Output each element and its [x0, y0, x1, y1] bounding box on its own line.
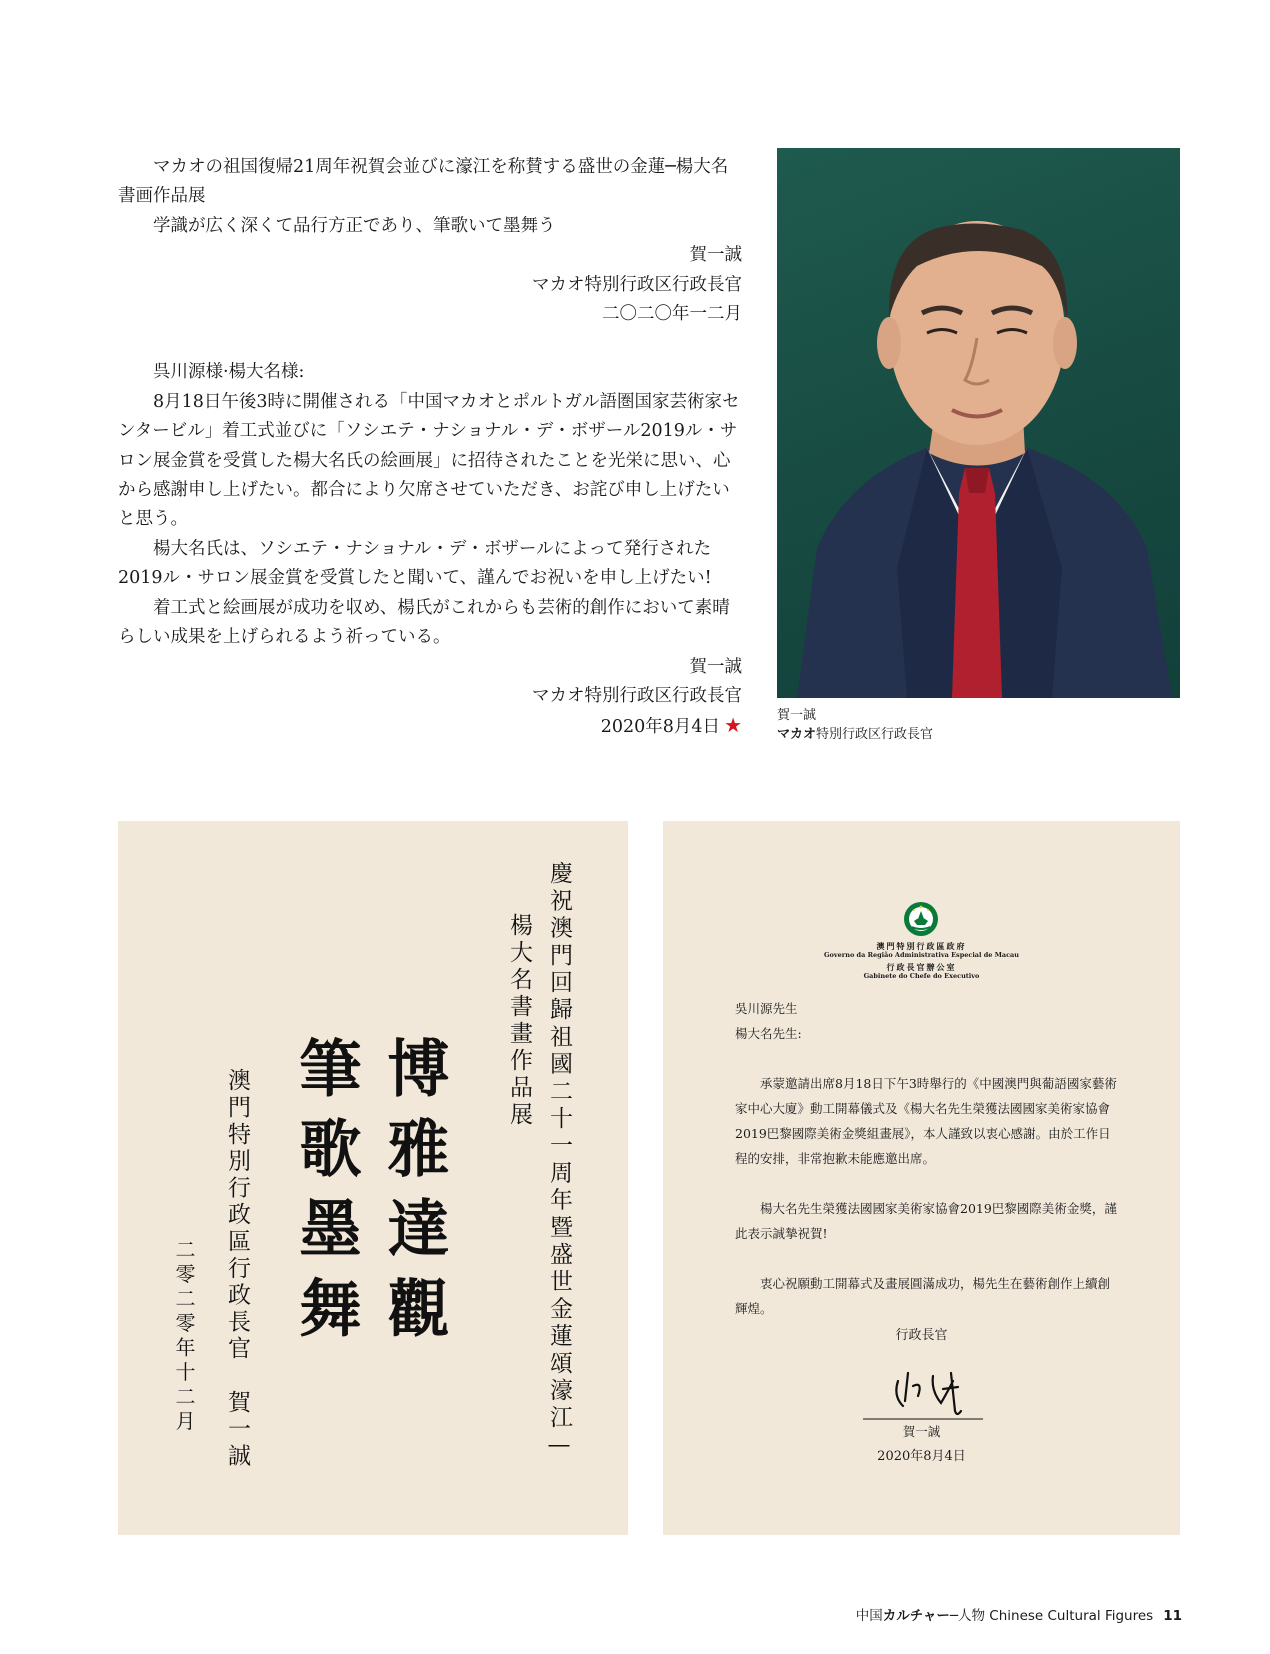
calligraphy-main-phrase-2: 筆歌墨舞: [289, 1036, 362, 1356]
handwritten-signature: [863, 1361, 983, 1421]
jp-message-2-salutation: 呉川源様·楊大名様:: [153, 362, 305, 383]
caption-position: [777, 725, 933, 744]
letterhead-org-pt: Governo da Região Administrativa Especial de Macau: [824, 951, 1019, 959]
page-footer: [856, 1604, 1182, 1624]
page-number: 11: [1163, 1608, 1182, 1624]
calligraphy-card: [118, 821, 628, 1535]
calligraphy-main-phrase-1: 博雅達觀: [377, 1036, 450, 1356]
calligraphy-title-line1: 慶祝澳門回歸祖國二十一周年暨盛世金蓮頌濠江—: [546, 861, 572, 1463]
jp-message-2-para1: 8月18日午後3時に開催される「中国マカオとポルトガル語圏国家芸術家センタービル」着工式並びに「ソシエテ・ナショナル・デ・ボザール2019ル・サロン展金賞を受賞した楊大名氏の絵画展」に招待されたことを光栄に思い、心から感謝申し上げたい。都合により欠席させていただき、お詫び申し上げたいと思う。: [118, 391, 740, 530]
letter-addressee-1: 吳川源先生: [735, 1001, 798, 1016]
letter-para-2: 楊大名先生榮獲法國國家美術家協會2019巴黎國際美術金獎，謹此表示誠摯祝賀!: [735, 1201, 1117, 1241]
jp-message-2-para2: 楊大名氏は、ソシエテ・ナショナル・デ・ボザールによって発行された2019ル・サロン展金賞を受賞したと聞いて、謹んでお祝いを申し上げたい!: [118, 538, 712, 589]
jp-message-2-date-line: [118, 711, 742, 742]
calligraphy-date: 二零二零年十二月: [172, 1239, 196, 1435]
portrait-illustration: [777, 148, 1180, 698]
letter-sign-title: 行政長官: [895, 1328, 948, 1343]
jp-message-2-para3: 着工式と絵画展が成功を収め、楊氏がこれからも芸術的創作において素晴らしい成果を上げられるよう祈っている。: [118, 597, 730, 648]
calligraphy-title-line2: 楊大名書畫作品展: [506, 913, 532, 1129]
caption-position-bold: マカオ: [777, 727, 817, 742]
letter-card: [663, 821, 1180, 1535]
jp-message-text: [118, 153, 742, 743]
letter-para-1: 承蒙邀請出席8月18日下午3時舉行的《中國澳門與葡語國家藝術家中心大廈》動工開幕儀式及《楊大名先生榮獲法國國家美術家協會2019巴黎國際美術金獎組畫展》，本人謹致以衷心感謝。由於工作日程的安排，非常抱歉未能應邀出席。: [735, 1076, 1117, 1166]
calligraphy-signer: 澳門特別行政區行政長官 賀一誠: [224, 1068, 250, 1470]
jp-message-1-position: マカオ特別行政区行政長官: [532, 274, 742, 295]
caption-name: 賀一誠: [777, 708, 817, 723]
footer-brand: カルチャー: [882, 1608, 950, 1624]
jp-message-2-position: マカオ特別行政区行政長官: [532, 685, 742, 706]
portrait-photo: [777, 148, 1180, 698]
letterhead-office-cn: 行政長官辦公室: [886, 962, 957, 972]
jp-message-1-line1: マカオの祖国復帰21周年祝賀会並びに濠江を称賛する盛世の金蓮─楊大名書画作品展: [118, 157, 729, 207]
letter-para-3: 衷心祝願動工開幕式及畫展圓滿成功，楊先生在藝術創作上續創輝煌。: [735, 1276, 1111, 1316]
jp-message-1-date: 二〇二〇年一二月: [602, 304, 742, 325]
letter-date: 2020年8月4日: [877, 1449, 966, 1464]
macau-emblem-icon: [903, 901, 939, 937]
jp-message-1-signer: 賀一誠: [689, 245, 742, 266]
footer-rest: ─人物 Chinese Cultural Figures: [949, 1608, 1154, 1624]
jp-message-1-line2: 学識が広く深くて品行方正であり、筆歌いて墨舞う: [153, 215, 556, 236]
footer-prefix: 中国: [855, 1608, 883, 1624]
jp-message-2-date: 2020年8月4日: [600, 717, 721, 738]
letter-sign-name: 賀一誠: [902, 1424, 941, 1439]
letter-body: [735, 996, 1120, 1321]
star-icon: ★: [724, 713, 742, 738]
caption-position-rest: 特別行政区行政長官: [816, 727, 934, 742]
jp-message-2-signer: 賀一誠: [689, 656, 742, 677]
portrait-caption: [777, 706, 933, 744]
letterhead-org-cn: 澳門特別行政區政府: [876, 941, 967, 951]
letter-addressee-2: 楊大名先生:: [735, 1026, 802, 1041]
letterhead-office-pt: Gabinete do Chefe do Executivo: [863, 972, 980, 980]
